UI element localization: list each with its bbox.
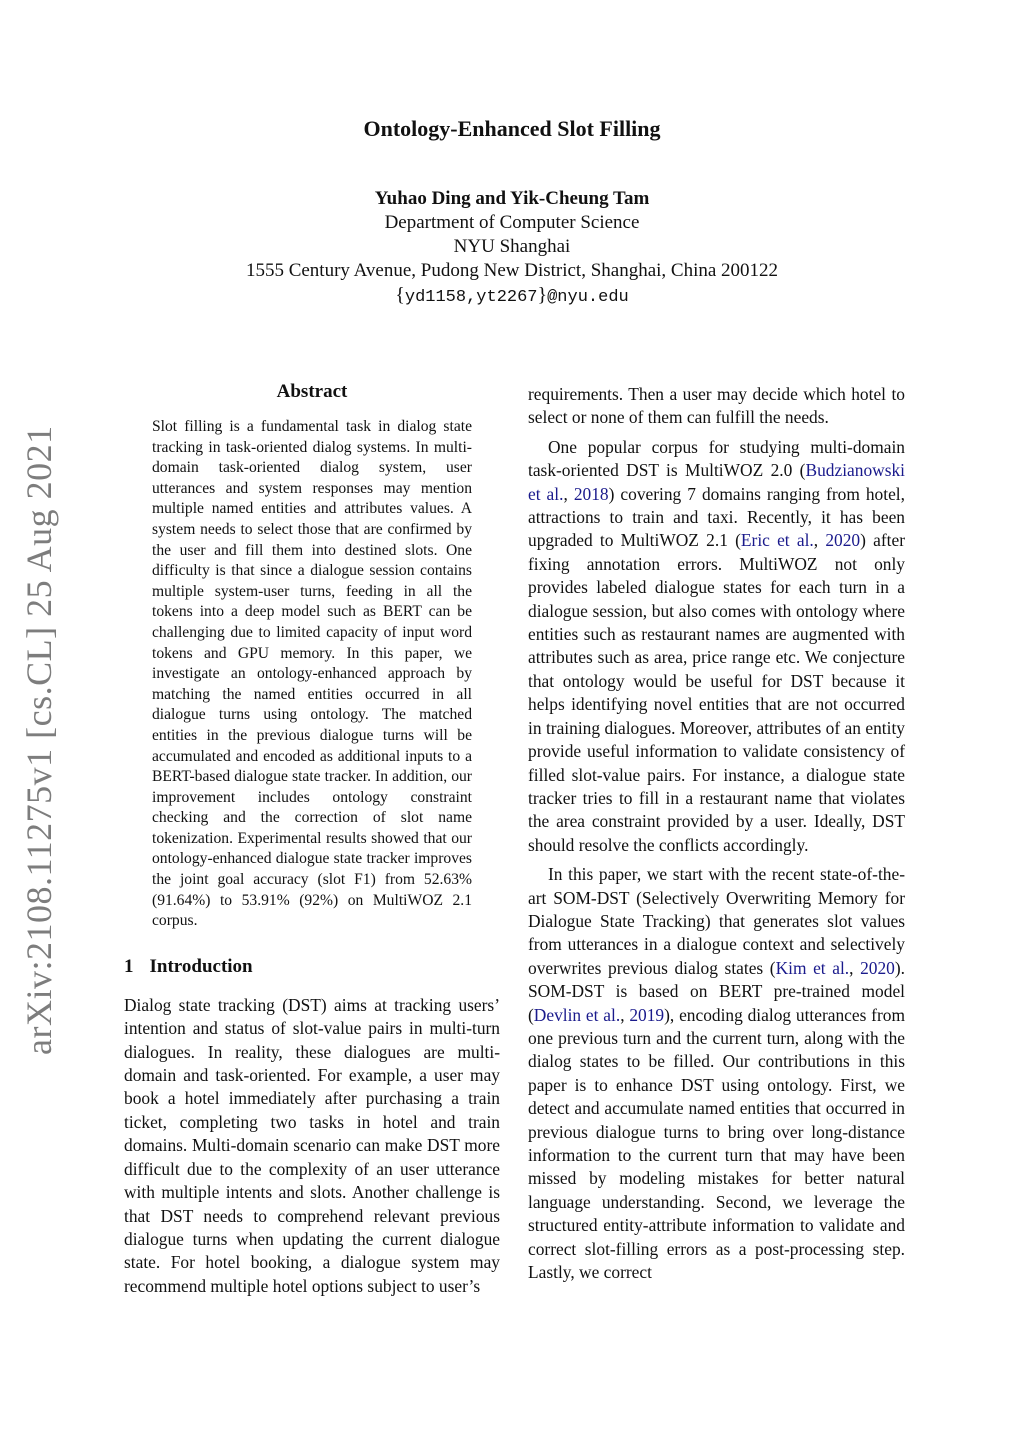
email-users: yd1158,yt2267	[404, 288, 538, 307]
abstract-text: Slot filling is a fundamental task in dialog state tracking in task-oriented dialog systems. In multi-domain task-oriented dialog system, user utterances and system responses may mention multiple named entities and attributes values. A system needs to select those that are confirmed by the user and fill them into destined slots. One difficulty is that since a dialogue session contains multiple system-user turns, feeding in all the tokens into a deep model such as BERT can be challenging due to limited capacity of input word tokens and GPU memory. In this paper, we investigate an ontology-enhanced approach by matching the named entities occurred in all dialogue turns using ontology. The matched entities in the previous dialogue turns will be accumulated and encoded as additional inputs to a BERT-based dialogue state tracker. In addition, our improvement includes ontology constraint checking and the correction of slot name tokenization. Experimental results showed that our ontology-enhanced dialogue state tracker improves the joint goal accuracy (slot F1) from 52.63% (91.64%) to 53.91% (92%) on MultiWOZ 2.1 corpus.	[152, 418, 472, 930]
paragraph-text: ) covering 7 domains ranging from hotel, attractions to train and taxi. Recently, it has been upgraded to MultiWOZ 2.1 (	[528, 483, 905, 551]
citation-link[interactable]: Devlin et al.	[533, 1004, 621, 1025]
section-title: Introduction	[149, 955, 253, 977]
left-column	[124, 381, 500, 1298]
citation-year-link[interactable]: 2020	[860, 957, 895, 978]
citation-year-link[interactable]: 2018	[573, 483, 609, 504]
intro-paragraph-3: In this paper, we start with the recent state-of-the-art SOM-DST (Selectively Overwriting Memory for Dialogue State Tracking) that generates slot values from utterances in a dialogue context and selectively overwrites previous dialog states (Kim et al., 2020). SOM-DST is based on BERT pre-trained model (Devlin et al., 2019), encoding dialog utterances from one previous turn and the current turn, along with the dialog states to be filled. Our contributions in this paper is to enhance DST using ontology. First, we detect and accumulate named entities that occurred in previous dialogue turns to bring over long-distance information to the current turn that may have been missed by modeling mistakes for better natural language understanding. Second, we leverage the structured entity-attribute information to validate and correct slot-filling errors as a post-processing step. Lastly, we correct	[528, 864, 906, 1283]
citation-year-link[interactable]: 2019	[629, 1004, 665, 1025]
email-domain: @nyu.edu	[547, 288, 629, 307]
intro-paragraph-2: One popular corpus for studying multi-domain task-oriented DST is MultiWOZ 2.0 (Budzianowski et al., 2018) covering 7 domains ranging from hotel, attractions to train and taxi. Recently, it has been upgraded to MultiWOZ 2.1 (Eric et al., 2020) after fixing annotation errors. MultiWOZ not only provides labeled dialogue states for each turn in a dialogue session, but also comes with ontology where entities such as restaurant names are augmented with attributes such as area, price range etc. We conjecture that ontology would be useful for DST because it helps identifying novel entities that are not occurred in training dialogues. Moreover, attributes of an entity provide useful information to validate consistency of filled slot-value pairs. For instance, a dialogue state tracker tries to fill in a restaurant name that violates the area constraint provided by a user. Ideally, DST should resolve the conflicts accordingly.	[528, 436, 905, 855]
citation-link[interactable]: Budzianowski et al.	[528, 460, 905, 504]
citation-link[interactable]: Kim et al.	[775, 957, 850, 978]
intro-paragraph-1: Dialog state tracking (DST) aims at tracking users’ intention and status of slot-value pairs in multi-turn dialogues. In reality, these dialogues are multi-domain and task-oriented. For example, a user may book a hotel immediately after purchasing a train ticket, completing two tasks in hotel and train domains. Multi-domain scenario can make DST more difficult due to the complexity of an user utterance with multiple intents and slots. Another challenge is that DST needs to comprehend relevant previous dialogue turns when updating the current dialogue state. For hotel booking, a dialogue system may recommend multiple hotel options subject to user’s	[124, 994, 500, 1296]
citation-year-link[interactable]: 2020	[825, 530, 861, 551]
section-number: 1	[124, 955, 134, 977]
email-open-brace: {	[395, 284, 405, 306]
email-close-brace: }	[537, 284, 548, 306]
paragraph-text: In this paper, we start with the recent state-of-the-art SOM-DST (Selectively Overwriting Memory for Dialogue State Tracking) that generates slot values from utterances in a dialogue context and selectively overwrites previous dialog states (	[528, 864, 905, 978]
author-names: Yuhao Ding and Yik-Cheung Tam	[374, 188, 650, 209]
author-email	[0, 283, 1024, 310]
paper-title: Ontology-Enhanced Slot Filling	[363, 116, 661, 141]
section-heading-introduction	[124, 956, 500, 978]
right-column	[528, 383, 905, 1284]
paragraph-text: ), encoding dialog utterances from one previous turn and the current turn, along with the dialog states to be filled. Our contributions in this paper is to enhance DST using ontology. First, we detect and accumulate named entities that occurred in previous dialogue turns to bring over long-distance information to the current turn that may have been missed by modeling mistakes for better natural language understanding. Second, we leverage the structured entity-attribute information to validate and correct slot-filling errors as a post-processing step. Lastly, we correct	[528, 1004, 905, 1283]
author-block	[0, 187, 1024, 310]
affiliation-address: 1555 Century Avenue, Pudong New District, Shanghai, China 200122	[245, 260, 779, 281]
citation-link[interactable]: Eric et al.	[740, 530, 814, 551]
abstract-heading: Abstract	[276, 381, 348, 402]
affiliation-department: Department of Computer Science	[384, 212, 640, 233]
affiliation-institution: NYU Shanghai	[453, 236, 571, 257]
arxiv-identifier-stamp: arXiv:2108.11275v1 [cs.CL] 25 Aug 2021	[19, 425, 59, 1055]
paragraph-text: ). SOM-DST is based on BERT pre-trained model (	[528, 957, 906, 1025]
paragraph-text: ) after fixing annotation errors. MultiWOZ not only provides labeled dialogue states for each turn in a dialogue session, but also comes with ontology where entities such as restaurant names are augmented with attributes such as area, price range etc. We conjecture that ontology would be useful for DST because it helps identifying novel entities that are not occurred in training dialogues. Moreover, attributes of an entity provide useful information to validate consistency of filled slot-value pairs. For instance, a dialogue state tracker tries to fill in a restaurant name that violates the area constraint provided by a user. Ideally, DST should resolve the conflicts accordingly.	[528, 530, 905, 855]
paragraph-text: One popular corpus for studying multi-domain task-oriented DST is MultiWOZ 2.0 (	[528, 436, 905, 481]
intro-paragraph-1-continued: requirements. Then a user may decide which hotel to select or none of them can fulfill the needs.	[528, 384, 905, 428]
